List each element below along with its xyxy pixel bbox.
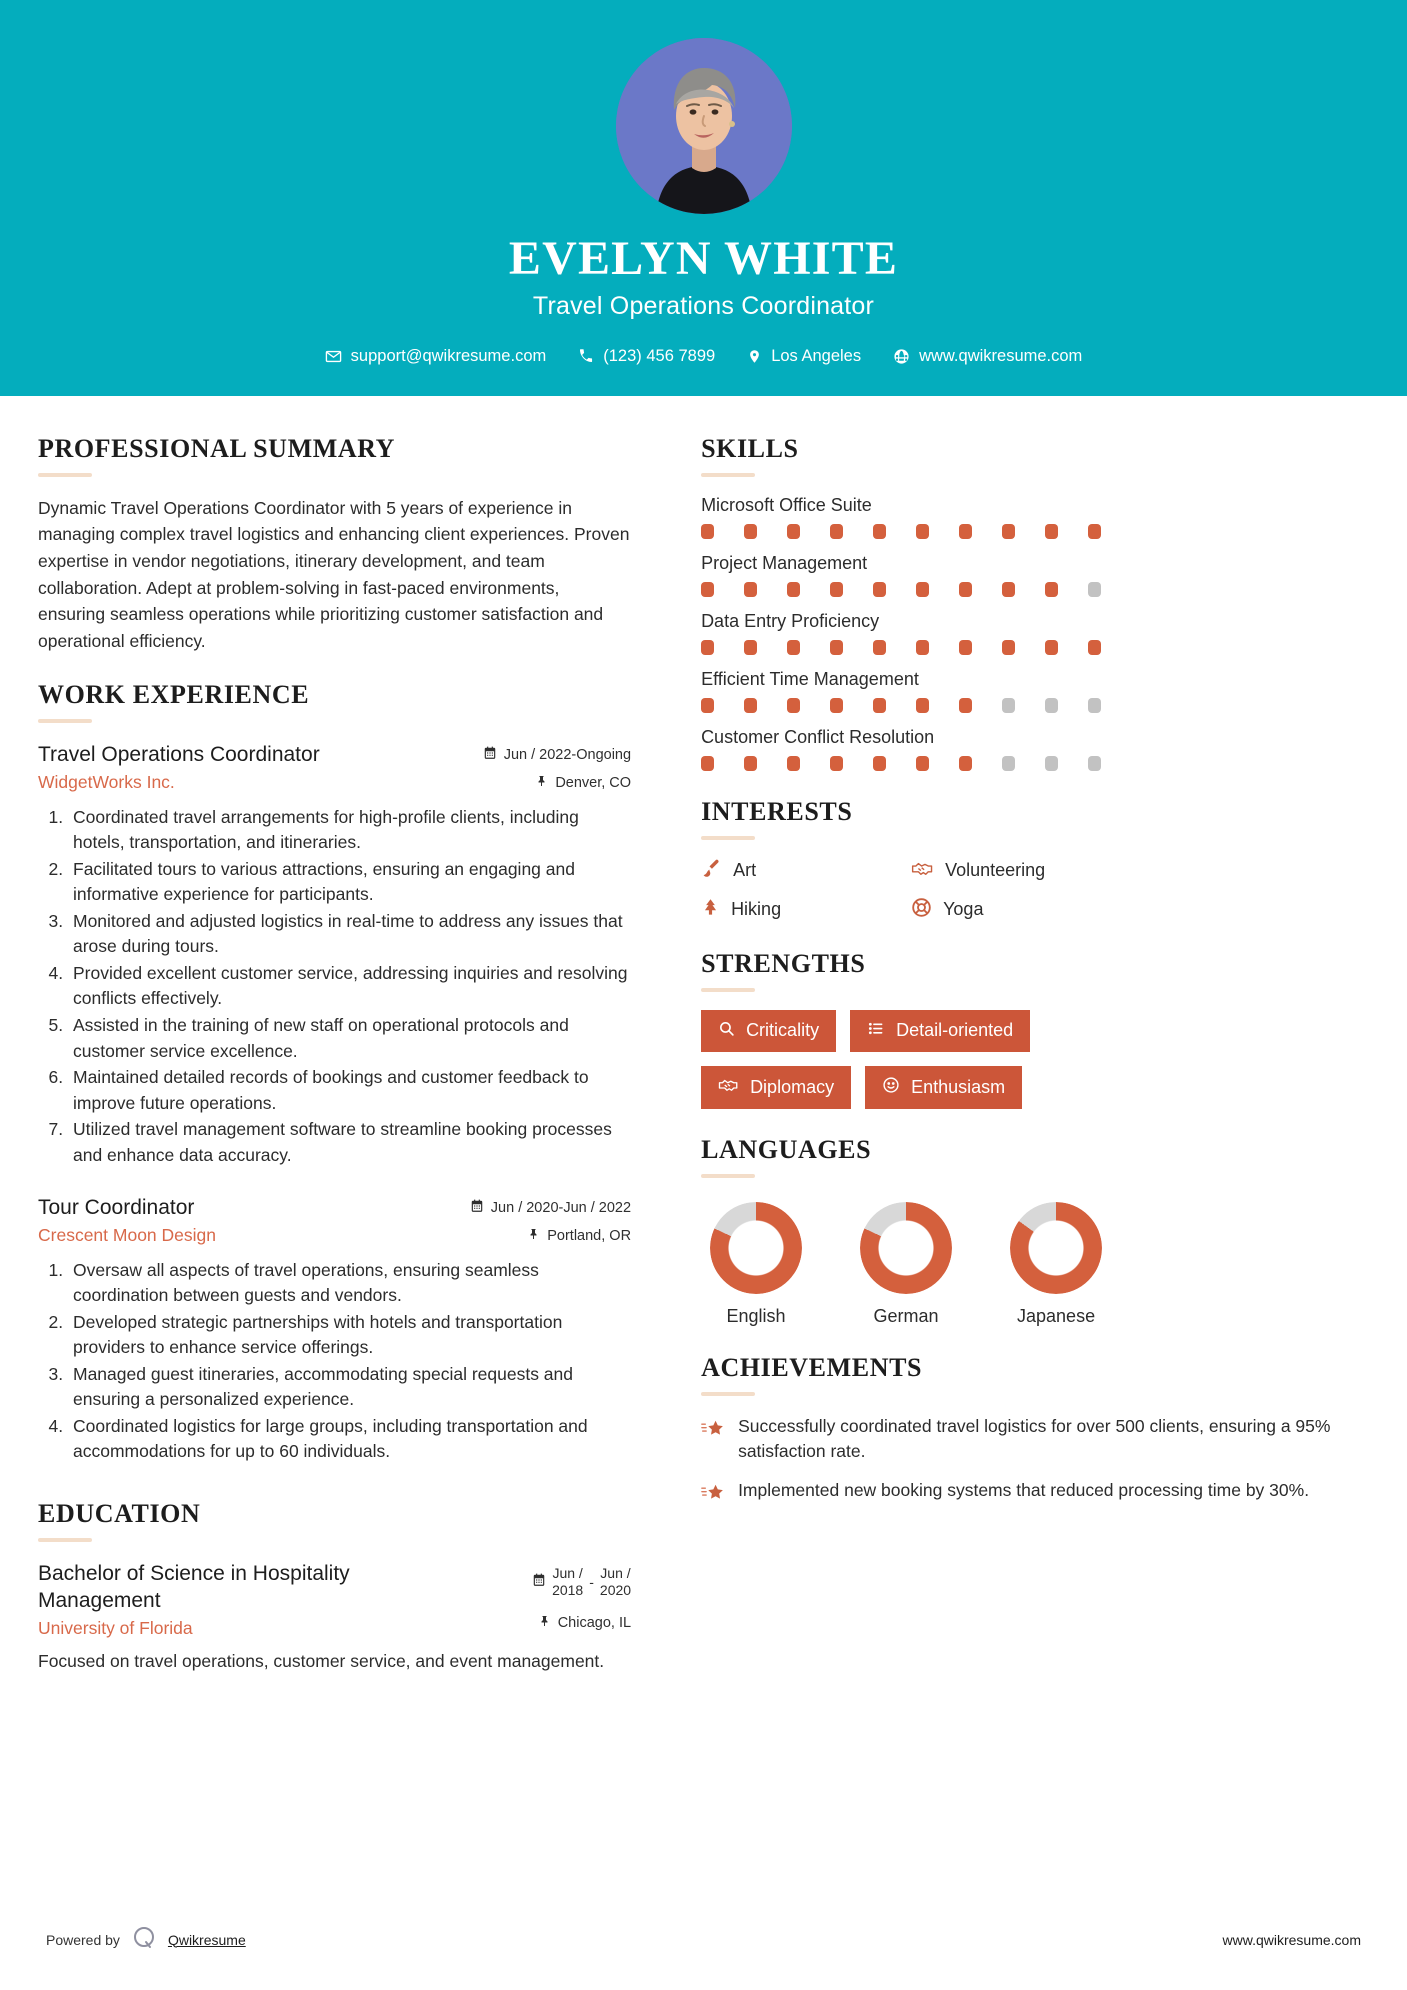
list-item: 3. Managed guest itineraries, accommodating special requests and ensuring a personalized experience. [68,1362,631,1413]
skill-dot [830,698,843,713]
list-item: 4. Coordinated logistics for large groups, including transportation and accommodations for up to 60 individuals. [68,1414,631,1465]
education-dates [532,1565,631,1600]
handshake-icon [911,858,934,884]
left-column [38,434,657,1700]
skill-dot [1088,698,1101,713]
section-strengths [701,949,1369,1109]
avatar-photo [616,38,792,214]
section-skills [701,434,1369,771]
interest-label: Art [733,860,757,881]
section-interests [701,797,1369,923]
experience-bullets [38,805,631,1169]
achievements-heading: ACHIEVEMENTS [701,1352,923,1382]
education-location [532,1614,631,1632]
education-start-month: Jun / [552,1564,583,1581]
skill-dot [1002,756,1015,771]
strength-label: Criticality [746,1020,820,1041]
globe-icon [893,348,910,365]
skill-dot [787,582,800,597]
section-languages [701,1135,1369,1327]
contact-email-text: support@qwikresume.com [350,346,547,365]
skill-dot [787,698,800,713]
skill-dot [873,524,886,539]
list-item: 4. Provided excellent customer service, addressing inquiries and resolving conflicts effectively. [68,961,631,1012]
skill-dot [701,756,714,771]
contact-website-text: www.qwikresume.com [919,346,1083,365]
skill-row [701,669,1369,713]
page-footer [0,1925,1407,1954]
skill-dot [959,756,972,771]
skill-dot [701,582,714,597]
achievement-text: Implemented new booking systems that reduced processing time by 30%. [738,1479,1310,1500]
contact-location[interactable] [731,347,877,366]
list-item: 1. Oversaw all aspects of travel operations, ensuring seamless coordination between guests and vendors. [68,1258,631,1309]
skill-dot [744,524,757,539]
skill-row [701,495,1369,539]
skills-heading: SKILLS [701,433,799,463]
skill-dot [1088,582,1101,597]
map-pin-icon [747,348,762,365]
list-item: 7. Utilized travel management software to streamline booking processes and enhance data accuracy. [68,1117,631,1168]
experience-location-text: Portland, OR [547,1228,632,1245]
interest-item-hiking [701,897,911,923]
avatar [616,38,792,214]
experience-dates [483,746,631,764]
experience-location [470,1227,631,1245]
page-title: EVELYN WHITE [508,232,899,285]
list-item: 5. Assisted in the training of new staff on operational protocols and customer service excellence. [68,1013,631,1064]
section-divider [701,836,755,840]
education-heading: EDUCATION [38,1498,201,1528]
summary-heading: PROFESSIONAL SUMMARY [38,433,396,463]
experience-dates [470,1199,631,1217]
skill-name: Data Entry Proficiency [701,610,880,631]
skill-dot [744,698,757,713]
education-end-month: Jun / [600,1564,631,1581]
skill-rating [701,524,1101,539]
education-degree: Bachelor of Science in Hospitality Management [38,1561,350,1613]
experience-location-text: Denver, CO [555,775,632,792]
list-item: 3. Monitored and adjusted logistics in real-time to address any issues that arose during tours. [68,909,631,960]
skill-dot [959,524,972,539]
experience-dates-text: Jun / 2022-Ongoing [503,747,632,764]
footer-website[interactable]: www.qwikresume.com [1222,1931,1361,1948]
language-label: Japanese [1017,1305,1096,1326]
qwikresume-link[interactable]: Qwikresume [167,1931,246,1948]
list-item: 2. Developed strategic partnerships with hotels and transportation providers to enhance service offerings. [68,1310,631,1361]
calendar-icon [470,1199,484,1217]
language-donut [860,1202,952,1294]
resume-body [0,396,1407,1700]
education-end [600,1565,631,1600]
skill-dot [701,698,714,713]
language-donut [710,1202,802,1294]
experience-heading: WORK EXPERIENCE [38,680,310,710]
education-date-separator: - [589,1573,594,1590]
list-item: 6. Maintained detailed records of bookings and customer feedback to improve future operations. [68,1065,631,1116]
skill-dot [744,640,757,655]
footer-brand [46,1925,246,1954]
skill-dot [1088,756,1101,771]
interest-label: Hiking [731,899,782,920]
languages-heading: LANGUAGES [701,1134,872,1164]
skill-name: Efficient Time Management [701,668,919,689]
skill-row [701,611,1369,655]
education-meta [532,1560,631,1632]
skill-dot [1002,524,1015,539]
skill-dot [1045,640,1058,655]
experience-meta [470,1194,631,1245]
contact-location-text: Los Angeles [771,346,862,365]
contact-website[interactable] [877,347,1098,366]
qwikresume-logo-icon [131,1925,157,1954]
skill-dot [1088,640,1101,655]
language-item [701,1202,811,1327]
contact-phone-text: (123) 456 7899 [603,346,716,365]
summary-text: Dynamic Travel Operations Coordinator with 5 years of experience in managing complex travel logistics and enhancing client experiences. Proven expertise in vendor negotiations, itinerary development, and team collaboration. Adept at problem-solving in fast-paced environments, ensuring seamless operations while prioritizing customer satisfaction and operational efficiency. [38,497,630,651]
section-experience [38,680,631,1465]
experience-location [483,774,631,792]
language-item [851,1202,961,1327]
contact-row [0,347,1407,366]
experience-meta [483,741,631,792]
achievement-item [701,1478,1369,1510]
list-item: 1. Coordinated travel arrangements for high-profile clients, including hotels, transportation, and itineraries. [68,805,631,856]
calendar-icon [532,1573,546,1592]
skill-name: Customer Conflict Resolution [701,726,935,747]
interest-item-yoga [911,897,1121,923]
list-item: 2. Facilitated tours to various attractions, ensuring an engaging and informative experience for participants. [68,857,631,908]
skill-dot [916,582,929,597]
interests-heading: INTERESTS [701,796,853,826]
language-label: German [873,1305,939,1326]
paintbrush-icon [701,858,722,884]
skill-dot [701,640,714,655]
interest-item-volunteering [911,858,1121,884]
skill-dot [744,756,757,771]
education-item [38,1560,631,1674]
strength-tag-detail-oriented[interactable] [850,1010,1030,1052]
language-label: English [726,1305,786,1326]
skill-dot [787,640,800,655]
strength-tag-enthusiasm[interactable] [865,1066,1022,1109]
language-item [1001,1202,1111,1327]
skill-dot [830,524,843,539]
experience-role: Tour Coordinator [38,1196,195,1220]
strengths-list [701,1010,1121,1109]
skill-dot [1088,524,1101,539]
section-divider [701,1392,755,1396]
experience-role: Travel Operations Coordinator [38,743,320,767]
pushpin-icon [539,1614,551,1632]
education-start [552,1565,583,1600]
skill-dot [959,582,972,597]
skill-dot [959,698,972,713]
skill-dot [830,756,843,771]
skill-dot [787,524,800,539]
section-divider [38,473,92,477]
magnifier-icon [718,1020,735,1042]
pushpin-icon [536,774,548,792]
skill-dot [873,640,886,655]
skill-dot [959,640,972,655]
experience-company: Crescent Moon Design [38,1224,216,1245]
smiley-icon [882,1076,900,1099]
skill-dot [701,524,714,539]
skill-rating [701,698,1101,713]
education-start-year: 2018 [552,1582,584,1599]
strength-label: Detail-oriented [896,1020,1014,1041]
right-column [657,434,1369,1700]
education-description: Focused on travel operations, customer service, and event management. [38,1650,605,1671]
skill-rating [701,640,1101,655]
skill-rating [701,756,1101,771]
skill-dot [1002,640,1015,655]
handshake-icon [718,1076,739,1099]
pushpin-icon [528,1227,540,1245]
strength-tag-criticality[interactable] [701,1010,836,1052]
education-school: University of Florida [38,1617,193,1638]
skills-list [701,495,1369,771]
section-divider [701,1174,755,1178]
skill-dot [830,640,843,655]
section-education [38,1499,631,1674]
strength-label: Diplomacy [750,1076,835,1097]
section-divider [38,1538,92,1542]
section-divider [38,719,92,723]
skill-row [701,553,1369,597]
powered-by-label: Powered by [46,1931,120,1948]
strength-tag-diplomacy[interactable] [701,1066,851,1109]
achievement-item [701,1414,1369,1465]
interests-grid [701,858,1121,923]
experience-dates-text: Jun / 2020-Jun / 2022 [490,1200,632,1217]
skill-dot [916,756,929,771]
skill-dot [744,582,757,597]
language-donut [1010,1202,1102,1294]
skill-dot [916,640,929,655]
skill-dot [916,698,929,713]
education-location-text: Chicago, IL [557,1614,632,1631]
skill-dot [830,582,843,597]
skill-rating [701,582,1101,597]
section-divider [701,988,755,992]
skill-dot [1045,582,1058,597]
languages-list [701,1196,1369,1327]
skill-dot [1045,524,1058,539]
interest-label: Yoga [943,899,984,920]
phone-icon [578,348,594,364]
interest-item-art [701,858,911,884]
experience-bullets [38,1258,631,1465]
skill-dot [873,698,886,713]
section-summary [38,434,631,655]
envelope-icon [325,348,342,365]
skill-dot [1045,698,1058,713]
strengths-heading: STRENGTHS [701,948,866,978]
skill-dot [873,756,886,771]
shooting-star-icon [701,1414,725,1465]
shooting-star-icon [701,1478,725,1510]
experience-item [38,741,631,1168]
resume-header [0,0,1407,396]
skill-dot [787,756,800,771]
skill-dot [916,524,929,539]
skill-name: Microsoft Office Suite [701,494,872,515]
interest-label: Volunteering [945,860,1046,881]
contact-email[interactable] [309,347,563,366]
list-icon [867,1020,885,1042]
lifebuoy-icon [911,897,932,923]
experience-company: WidgetWorks Inc. [38,771,175,792]
experience-item [38,1194,631,1465]
section-divider [701,473,755,477]
calendar-icon [483,746,497,764]
skill-row [701,727,1369,771]
skill-dot [1002,582,1015,597]
skill-dot [873,582,886,597]
section-achievements [701,1353,1369,1510]
contact-phone[interactable] [562,347,731,366]
achievement-text: Successfully coordinated travel logistics for over 500 clients, ensuring a 95% satisfaction rate. [738,1415,1331,1462]
skill-name: Project Management [701,552,868,573]
skill-dot [1002,698,1015,713]
pine-tree-icon [701,897,720,923]
skill-dot [1045,756,1058,771]
job-title: Travel Operations Coordinator [532,291,875,320]
education-end-year: 2020 [599,1582,632,1599]
strength-label: Enthusiasm [911,1076,1006,1097]
